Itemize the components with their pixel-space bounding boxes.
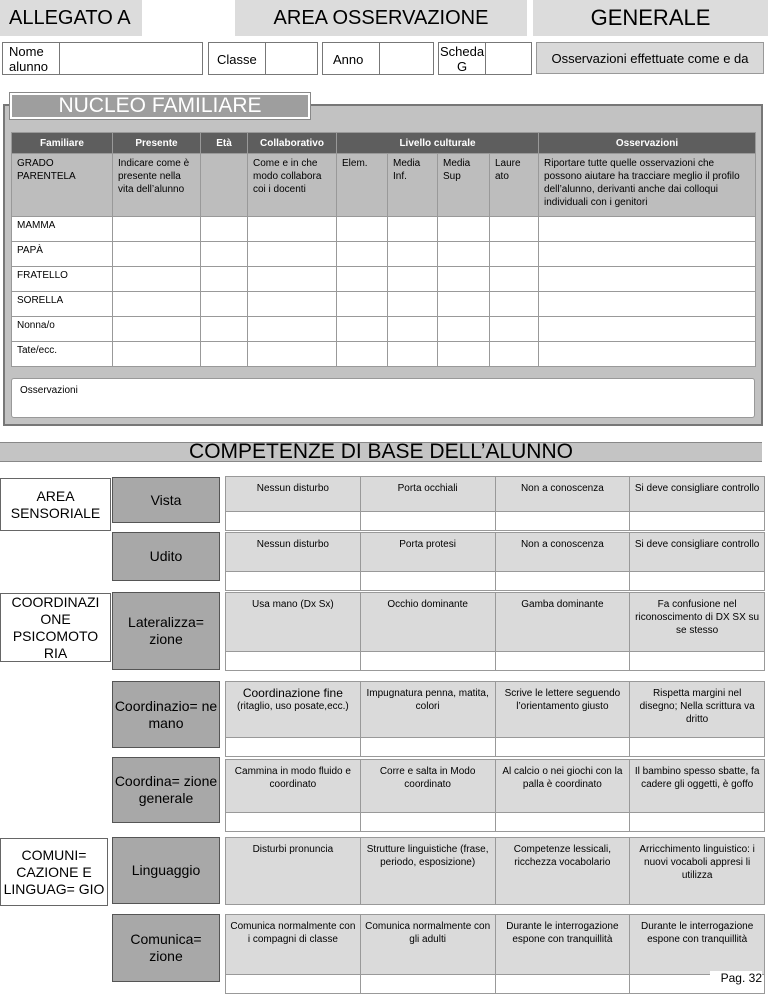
answer-cell[interactable] (495, 512, 630, 531)
answer-cell[interactable] (630, 572, 765, 591)
answer-cell[interactable] (495, 652, 630, 671)
family-cell[interactable] (201, 292, 248, 317)
option-cell: Non a conoscenza (495, 533, 630, 572)
answer-cell[interactable] (226, 813, 361, 832)
answer-cell[interactable] (226, 975, 361, 994)
option-cell: Porta occhiali (360, 477, 495, 512)
family-cell[interactable] (438, 317, 490, 342)
option-cell: Il bambino spesso sbatte, fa cadere gli oggetti, è goffo (630, 760, 765, 813)
area-comunicazione (0, 838, 108, 906)
family-cell[interactable] (113, 217, 201, 242)
option-cell: Rispetta margini nel disegno; Nella scrittura va dritto (630, 682, 765, 738)
family-cell[interactable] (113, 292, 201, 317)
family-cell[interactable] (438, 242, 490, 267)
family-cell[interactable] (438, 267, 490, 292)
category-comunicazione (112, 914, 220, 982)
family-cell[interactable] (113, 317, 201, 342)
option-cell: Fa confusione nel riconoscimento di DX SX su se stesso (630, 593, 765, 652)
option-cell: Nessun disturbo (226, 533, 361, 572)
col-osservazioni: Osservazioni (539, 133, 756, 154)
family-cell[interactable] (337, 342, 388, 367)
family-cell[interactable] (337, 317, 388, 342)
desc-collaborativo: Come e in che modo collabora coi i docenti (248, 154, 337, 217)
area-comunicazione-label: COMUNI= CAZIONE E LINGUAG= GIO (3, 846, 105, 897)
option-cell: Competenze lessicali, ricchezza vocabolario (495, 838, 630, 905)
answer-cell[interactable] (360, 813, 495, 832)
family-row[interactable] (12, 292, 756, 317)
nucleo-header-row (12, 133, 756, 154)
category-vista (112, 477, 220, 523)
nucleo-desc-row (12, 154, 756, 217)
nucleo-osservazioni-label: Osservazioni (20, 385, 78, 396)
family-cell[interactable] (438, 292, 490, 317)
answer-cell[interactable] (226, 738, 361, 757)
area-psicomotoria-label: COORDINAZI ONE PSICOMOTO RIA (11, 593, 100, 661)
family-label: FRATELLO (12, 267, 113, 292)
category-linguaggio (112, 837, 220, 904)
family-cell[interactable] (201, 217, 248, 242)
family-label: Nonna/o (12, 317, 113, 342)
family-cell[interactable] (337, 242, 388, 267)
family-cell[interactable] (248, 267, 337, 292)
answer-cell[interactable] (495, 813, 630, 832)
option-cell: Disturbi pronuncia (226, 838, 361, 905)
family-row[interactable] (12, 242, 756, 267)
category-label: Coordinazio= ne mano (114, 697, 218, 731)
option-cell: Corre e salta in Modo coordinato (360, 760, 495, 813)
option-cell: Impugnatura penna, matita, colori (360, 682, 495, 738)
answer-cell[interactable] (630, 512, 765, 531)
scheda-divider (485, 43, 486, 74)
family-row[interactable] (12, 342, 756, 367)
family-cell[interactable] (388, 292, 438, 317)
option-cell: Si deve consigliare controllo (630, 477, 765, 512)
competenze-row-vista (225, 476, 765, 531)
category-label: Coordina= zione generale (114, 773, 218, 806)
page-number: Pag. 32 (710, 971, 762, 987)
desc-familiare: GRADO PARENTELA (12, 154, 113, 217)
option-cell (226, 682, 361, 738)
family-cell[interactable] (539, 217, 756, 242)
answer-cell[interactable] (360, 572, 495, 591)
option-cell: Comunica normalmente con i compagni di classe (226, 915, 361, 975)
option-cell: Scrive le lettere seguendo l’orientamento giusto (495, 682, 630, 738)
col-familiare: Familiare (12, 133, 113, 154)
category-label: Vista (150, 491, 182, 508)
option-cell: Comunica normalmente con gli adulti (360, 915, 495, 975)
family-label: SORELLA (12, 292, 113, 317)
option-cell: Occhio dominante (360, 593, 495, 652)
family-cell[interactable] (539, 342, 756, 367)
answer-cell[interactable] (495, 572, 630, 591)
family-cell[interactable] (490, 267, 539, 292)
category-coordinazione-generale (112, 757, 220, 823)
family-row[interactable] (12, 317, 756, 342)
family-cell[interactable] (388, 217, 438, 242)
family-cell[interactable] (113, 267, 201, 292)
family-cell[interactable] (248, 292, 337, 317)
col-eta: Età (201, 133, 248, 154)
family-cell[interactable] (539, 242, 756, 267)
anno-label: Anno (333, 52, 364, 67)
family-cell[interactable] (388, 242, 438, 267)
nome-divider (59, 43, 60, 74)
option-cell-subtitle: (ritaglio, uso posate,ecc.) (237, 701, 349, 712)
family-cell[interactable] (490, 242, 539, 267)
nome-label: Nome alunno (9, 44, 49, 74)
area-label: AREA OSSERVAZIONE (273, 6, 489, 29)
desc-osservazioni: Riportare tutte quelle osservazioni che possono aiutare ha tracciare meglio il profilo dell’alunno, derivanti anche dai colloqui individuali con i genitori (539, 154, 756, 217)
family-cell[interactable] (388, 342, 438, 367)
competenze-row-coordinazione-generale (225, 759, 765, 832)
family-row[interactable] (12, 217, 756, 242)
competenze-row-coordinazione-mano (225, 681, 765, 757)
anno-divider (379, 43, 380, 74)
category-lateralizzazione (112, 592, 220, 670)
family-cell[interactable] (337, 217, 388, 242)
observation-note-text: Osservazioni effettuate come e da (551, 50, 749, 66)
family-cell[interactable] (248, 317, 337, 342)
option-cell: Si deve consigliare controllo (630, 533, 765, 572)
family-cell[interactable] (248, 342, 337, 367)
answer-cell[interactable] (495, 975, 630, 994)
family-cell[interactable] (248, 242, 337, 267)
nucleo-title-text: NUCLEO FAMILIARE (58, 94, 262, 117)
option-cell: Nessun disturbo (226, 477, 361, 512)
answer-cell[interactable] (360, 975, 495, 994)
family-cell[interactable] (201, 317, 248, 342)
area-sensoriale-label: AREA SENSORIALE (10, 487, 101, 521)
family-cell[interactable] (248, 217, 337, 242)
family-cell[interactable] (438, 217, 490, 242)
observation-note (536, 42, 764, 74)
desc-eta (201, 154, 248, 217)
category-coordinazione-mano (112, 681, 220, 748)
family-cell[interactable] (113, 242, 201, 267)
header-allegato (0, 0, 142, 36)
nucleo-title (10, 93, 310, 119)
classe-label: Classe (217, 52, 257, 67)
competenze-row-comunicazione (225, 914, 765, 994)
family-cell[interactable] (113, 342, 201, 367)
family-cell[interactable] (539, 317, 756, 342)
category-label: Lateralizza= zione (128, 614, 204, 647)
nucleo-osservazioni-box[interactable] (11, 378, 755, 418)
allegato-label: ALLEGATO A (9, 6, 131, 29)
option-cell-title: Coordinazione fine (242, 686, 343, 700)
option-cell: Strutture linguistiche (frase, periodo, esposizione) (360, 838, 495, 905)
competenze-row-linguaggio (225, 837, 765, 905)
desc-media-sup: Media Sup (438, 154, 490, 217)
generale-label: GENERALE (590, 5, 711, 30)
answer-cell[interactable] (630, 652, 765, 671)
category-udito (112, 532, 220, 581)
desc-presente: Indicare come è presente nella vita dell’alunno (113, 154, 201, 217)
anno-field[interactable] (322, 42, 434, 75)
option-cell: Gamba dominante (495, 593, 630, 652)
area-psicomotoria (0, 593, 111, 662)
answer-cell[interactable] (630, 813, 765, 832)
family-cell[interactable] (388, 267, 438, 292)
desc-laurea: Laure ato (490, 154, 539, 217)
col-collaborativo: Collaborativo (248, 133, 337, 154)
answer-cell[interactable] (360, 512, 495, 531)
option-cell: Durante le interrogazione espone con tranquillità (630, 915, 765, 975)
col-presente: Presente (113, 133, 201, 154)
answer-cell[interactable] (360, 652, 495, 671)
family-cell[interactable] (490, 292, 539, 317)
option-cell: Durante le interrogazione espone con tranquillità (495, 915, 630, 975)
category-label: Linguaggio (131, 862, 201, 878)
family-cell[interactable] (539, 267, 756, 292)
family-cell[interactable] (201, 242, 248, 267)
option-cell: Usa mano (Dx Sx) (226, 593, 361, 652)
family-cell[interactable] (490, 317, 539, 342)
option-cell: Cammina in modo fluido e coordinato (226, 760, 361, 813)
nucleo-table (11, 132, 756, 367)
header-generale (533, 0, 768, 36)
family-cell[interactable] (201, 342, 248, 367)
family-cell[interactable] (490, 342, 539, 367)
family-cell[interactable] (438, 342, 490, 367)
competenze-row-udito (225, 532, 765, 591)
desc-media-inf: Media Inf. (388, 154, 438, 217)
family-cell[interactable] (539, 292, 756, 317)
family-cell[interactable] (337, 267, 388, 292)
option-cell: Arricchimento linguistico: i nuovi vocaboli appresi li utilizza (630, 838, 765, 905)
header-area (235, 0, 527, 36)
family-label: PAPÀ (12, 242, 113, 267)
classe-divider (265, 43, 266, 74)
answer-cell[interactable] (226, 512, 361, 531)
option-cell: Non a conoscenza (495, 477, 630, 512)
family-label: MAMMA (12, 217, 113, 242)
answer-cell[interactable] (495, 738, 630, 757)
family-cell[interactable] (388, 317, 438, 342)
classe-field[interactable] (208, 42, 318, 75)
family-row[interactable] (12, 267, 756, 292)
answer-cell[interactable] (226, 572, 361, 591)
col-livello: Livello culturale (337, 133, 539, 154)
answer-cell[interactable] (360, 738, 495, 757)
answer-cell[interactable] (630, 738, 765, 757)
competenze-row-lateralizzazione (225, 592, 765, 671)
family-cell[interactable] (490, 217, 539, 242)
option-cell: Porta protesi (360, 533, 495, 572)
nome-field[interactable] (2, 42, 203, 75)
category-label: Comunica= zione (130, 931, 202, 964)
answer-cell[interactable] (226, 652, 361, 671)
area-sensoriale (0, 478, 111, 531)
competenze-title-text: COMPETENZE DI BASE DELL’ALUNNO (189, 440, 573, 463)
scheda-label: Scheda G (440, 44, 485, 74)
family-cell[interactable] (337, 292, 388, 317)
scheda-field[interactable] (438, 42, 532, 75)
family-cell[interactable] (201, 267, 248, 292)
option-cell: Al calcio o nei giochi con la palla è coordinato (495, 760, 630, 813)
desc-elem: Elem. (337, 154, 388, 217)
category-label: Udito (149, 548, 183, 564)
competenze-title (0, 442, 762, 462)
family-label: Tate/ecc. (12, 342, 113, 367)
